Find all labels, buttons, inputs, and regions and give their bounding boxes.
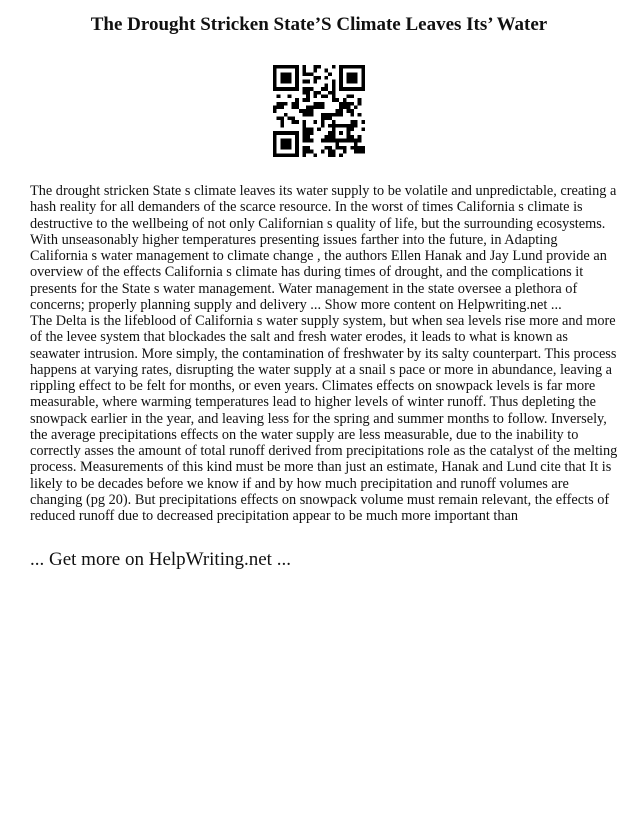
body-line: presents for the State s water management. Water management in the state oversee a plethora of	[30, 280, 578, 297]
body-line: process. Measurements of this kind must be more than just an estimate, Hanak and Lund cite that It is	[30, 459, 612, 476]
body-line: of the levee system that blockades the salt and fresh water erodes, it leads to what is known as	[30, 329, 568, 346]
body-line: The Delta is the lifeblood of California s water supply system, but when sea levels rise more and more	[30, 313, 616, 329]
body-line: measurable, where warming temperatures lead to higher levels of winter runoff. Thus depleting the	[30, 394, 596, 411]
body-line: California s water management to climate change , the authors Ellen Hanak and Jay Lund provide an	[30, 248, 607, 264]
body-line: the average precipitations effects on the water supply are less measurable, due to the inability to	[30, 426, 579, 443]
body-line: seawater intrusion. More simply, the contamination of freshwater by its salty counterpart. This process	[30, 345, 617, 362]
qr-code-icon[interactable]	[273, 65, 365, 157]
body-text	[30, 183, 618, 524]
body-line: likely to be decades before we know if and by how much precipitation and runoff volumes are	[30, 475, 569, 492]
body-line: snowpack earlier in the year, and leaving less for the spring and summer months to follow. Inversely,	[30, 410, 607, 427]
body-line: destructive to the wellbeing of not only Californian s quality of life, but the surrounding ecosystems.	[30, 215, 606, 232]
body-line: overview of the effects California s climate has during times of drought, and the complications it	[30, 264, 584, 281]
body-line: The drought stricken State s climate leaves its water supply to be volatile and unpredictable, creating a	[30, 183, 617, 199]
body-line: With unseasonably higher temperatures presenting issues farther into the future, in Adapting	[30, 231, 558, 248]
body-line: reduced runoff due to decreased precipitation appear to be much more important than	[30, 508, 519, 524]
body-line: rippling effect to be felt for months, or even years. Climates effects on snowpack levels is far more	[30, 378, 596, 394]
body-line: changing (pg 20). But precipitations effects on snowpack volume must remain relevant, the effects of	[30, 491, 610, 508]
body-line: hash reality for all demanders of the scarce resource. In the worst of times California s climate is	[30, 199, 583, 216]
body-line: happens at varying rates, disrupting the water supply at a snail s pace or more in abundance, leaving a	[30, 361, 613, 378]
get-more-link[interactable]: ... Get more on HelpWriting.net ...	[30, 549, 291, 570]
body-line: concerns; properly planning supply and delivery ... Show more content on Helpwriting.net ...	[30, 296, 562, 313]
body-line: correctly asses the amount of total runoff derived from precipitations role as the catalyst of the melting	[30, 443, 618, 459]
document-title: The Drought Stricken State’S Climate Leaves Its’ Water	[90, 14, 548, 35]
